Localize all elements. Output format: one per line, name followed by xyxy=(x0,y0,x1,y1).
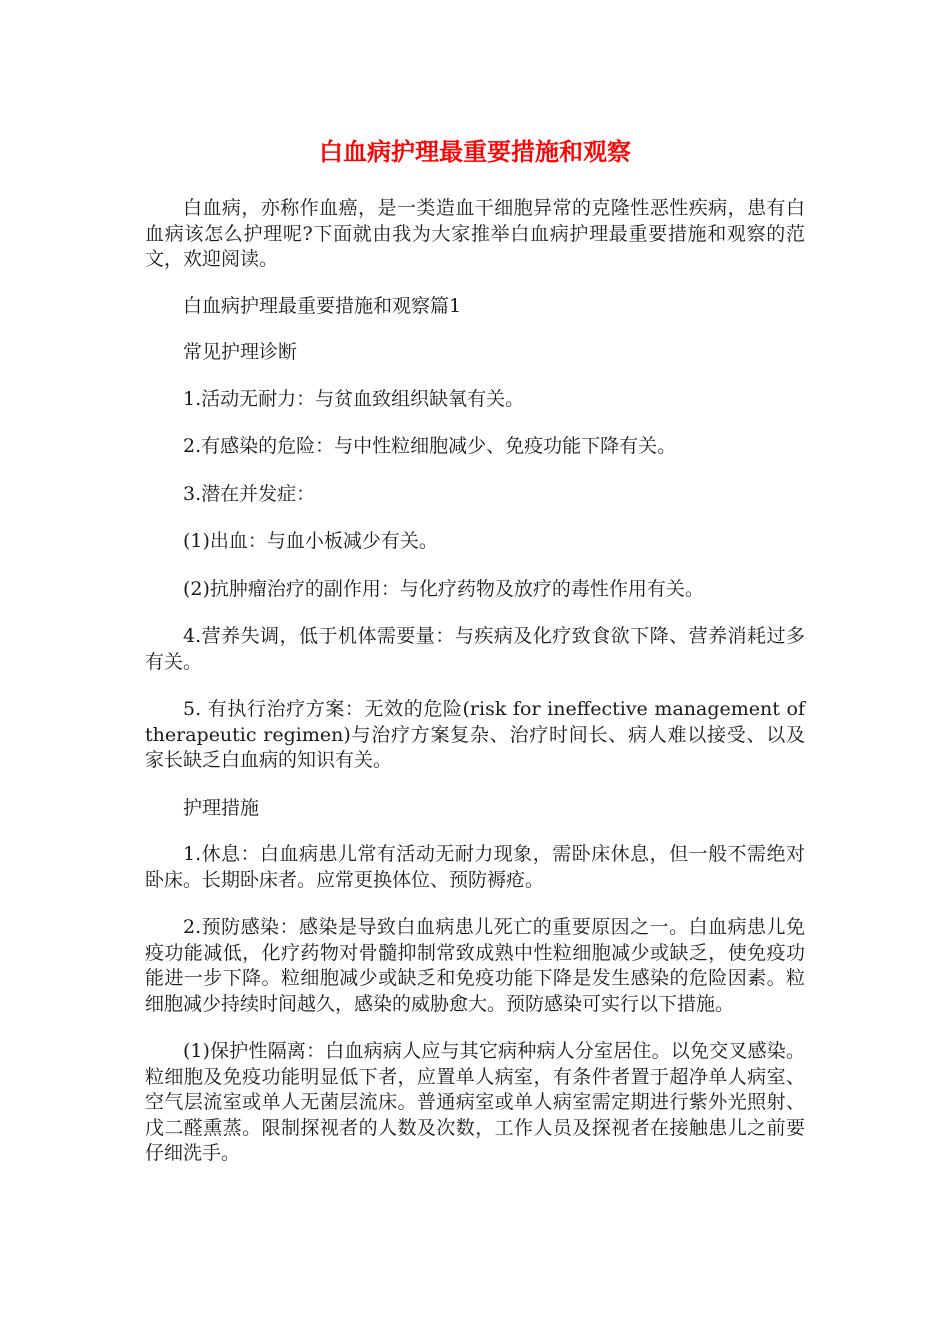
list-item: (1)保护性隔离：白血病病人应与其它病种病人分室居住。以免交叉感染。粒细胞及免疫功能明显低下者，应置单人病室，有条件者置于超净单人病室、空气层流室或单人无菌层流床。普通病室或单人病室需定期进行紫外光照射、戊二醛熏蒸。限制探视者的人数及次数，工作人员及探视者在接触患儿之前要仔细洗手。 xyxy=(145,1040,805,1164)
list-item: 1.活动无耐力：与贫血致组织缺氧有关。 xyxy=(183,387,525,410)
list-item: (2)抗肿瘤治疗的副作用：与化疗药物及放疗的毒性作用有关。 xyxy=(183,577,704,600)
subheading-nursing-measures: 护理措施 xyxy=(183,796,260,819)
list-item: 1.休息：白血病患儿常有活动无耐力现象，需卧床休息，但一般不需绝对卧床。长期卧床者。应常更换体位、预防褥疮。 xyxy=(145,843,805,891)
subheading-nursing-diagnosis: 常见护理诊断 xyxy=(183,341,298,363)
document-body xyxy=(145,196,805,1189)
list-item: 4.营养失调，低于机体需要量：与疾病及化疗致食欲下降、营养消耗过多有关。 xyxy=(145,625,805,673)
list-item: 3.潜在并发症： xyxy=(183,482,316,505)
list-item: 5. 有执行治疗方案：无效的危险(risk for ineffective management of therapeutic regimen)与治疗方案复杂、治疗时间长、病人难以接受、以及家长缺乏白血病的知识有关。 xyxy=(145,698,805,771)
paragraph-intro: 白血病，亦称作血癌，是一类造血干细胞异常的克隆性恶性疾病，患有白血病该怎么护理呢?下面就由我为大家推举白血病护理最重要措施和观察的范文，欢迎阅读。 xyxy=(145,197,805,270)
section-heading-part1: 白血病护理最重要措施和观察篇1 xyxy=(183,294,462,317)
document-title: 白血病护理最重要措施和观察 xyxy=(319,138,631,166)
list-item: (1)出血：与血小板减少有关。 xyxy=(183,530,438,552)
list-item: 2.有感染的危险：与中性粒细胞减少、免疫功能下降有关。 xyxy=(183,435,677,457)
list-item: 2.预防感染：感染是导致白血病患儿死亡的重要原因之一。白血病患儿免疫功能减低，化疗药物对骨髓抑制常致成熟中性粒细胞减少或缺乏，使免疫功能进一步下降。粒细胞减少或缺乏和免疫功能下降是发生感染的危险因素。粒细胞减少持续时间越久，感染的威胁愈大。预防感染可实行以下措施。 xyxy=(145,916,805,1015)
